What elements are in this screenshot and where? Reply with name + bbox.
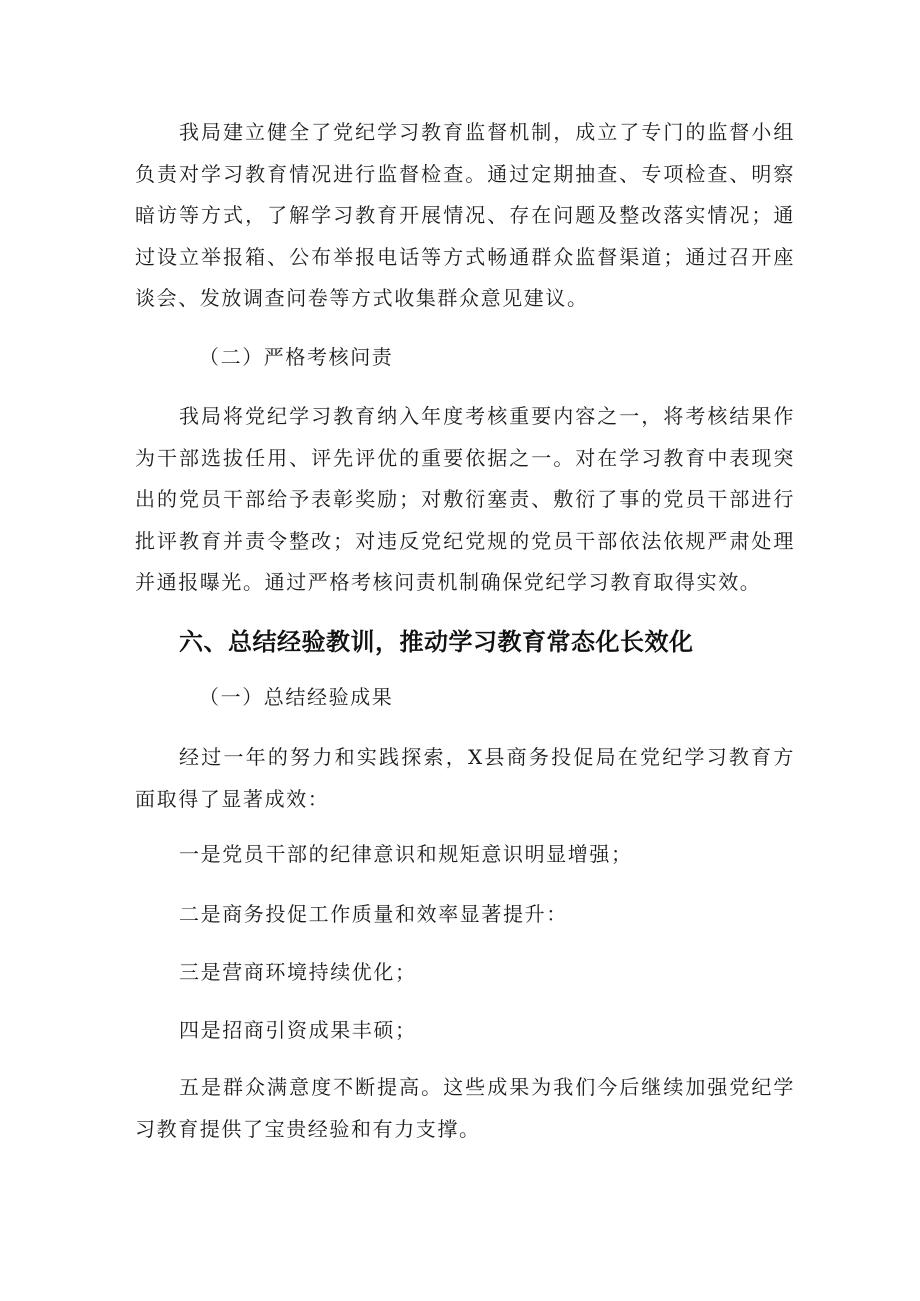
list-item: 四是招商引资成果丰硕；: [179, 1018, 417, 1042]
section-heading-summary: 六、总结经验教训，推动学习教育常态化长效化: [179, 628, 694, 656]
list-item: 二是商务投促工作质量和效率显著提升：: [179, 902, 568, 926]
subheading-summarize-results: （一）总结经验成果: [199, 685, 394, 709]
subheading-strict-assessment: （二）严格考核问责: [199, 345, 394, 369]
paragraph-satisfaction-conclusion: 五是群众满意度不断提高。这些成果为我们今后继续加强党纪学习教育提供了宝贵经验和有力支撑。: [135, 1075, 795, 1141]
paragraph-supervision-mechanism: 我局建立健全了党纪学习教育监督机制，成立了专门的监督小组负责对学习教育情况进行监督检查。通过定期抽查、专项检查、明察暗访等方式，了解学习教育开展情况、存在问题及整改落实情况；通过设立举报箱、公布举报电话等方式畅通群众监督渠道；通过召开座谈会、发放调查问卷等方式收集群众意见建议。: [135, 120, 795, 310]
list-item: 三是营商环境持续优化；: [179, 960, 417, 984]
paragraph-assessment-accountability: 我局将党纪学习教育纳入年度考核重要内容之一，将考核结果作为干部选拔任用、评先评优的重要依据之一。对在学习教育中表现突出的党员干部给予表彰奖励；对敷衍塞责、敷衍了事的党员干部进行批评教育并责令整改；对违反党纪党规的党员干部依法依规严肃处理并通报曝光。通过严格考核问责机制确保党纪学习教育取得实效。: [135, 404, 795, 594]
list-item: 一是党员干部的纪律意识和规矩意识明显增强；: [179, 842, 633, 866]
paragraph-achievements-intro: 经过一年的努力和实践探索，X县商务投促局在党纪学习教育方面取得了显著成效：: [135, 745, 795, 811]
